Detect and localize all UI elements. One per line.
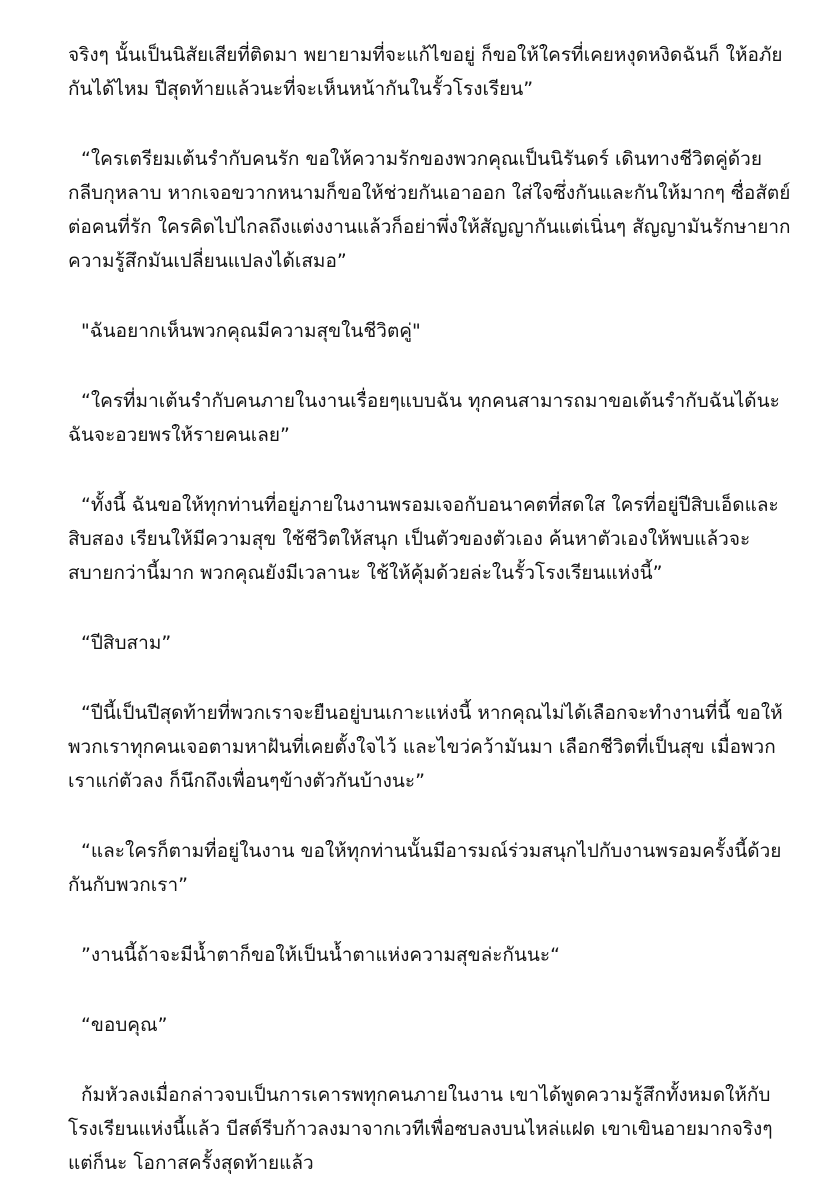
paragraph-3: "ฉันอยากเห็นพวกคุณมีความสุขในชีวิตคู่" — [81, 320, 421, 342]
paragraph-5: “ทั้งนี้ ฉันขอให้ทุกท่านที่อยู่ภายในงานพรอมเจอกับอนาคตที่สดใส ใครที่อยู่ปีสิบเอ็ดและสิบสอง เรียนให้มีความสุข ใช้ชีวิตให้สนุก เป็นตัวของตัวเอง ค้นหาตัวเองให้พบแล้วจะสบายกว่านี้มาก พวกคุณยังมีเวลานะ ใช้ให้คุ้มด้วยล่ะในรั้วโรงเรียนแห่งนี้” — [68, 494, 779, 584]
paragraph-2: “ใครเตรียมเต้นรำกับคนรัก ขอให้ความรักของพวกคุณเป็นนิรันดร์ เดินทางชีวิตคู่ด้วยกลีบกุหลาบ หากเจอขวากหนามก็ขอให้ช่วยกันเอาออก ใส่ใจซึ่งกันและกันให้มากๆ ซื่อสัตย์ต่อคนที่รัก ใครคิดไปไกลถึงแต่งงานแล้วก็อย่าพึ่งให้สัญญากันแต่เนิ่นๆ สัญญามันรักษายาก ความรู้สึกมันเปลี่ยนแปลงได้เสมอ” — [68, 148, 791, 272]
paragraph-11: ก้มหัวลงเมื่อกล่าวจบเป็นการเคารพทุกคนภายในงาน เขาได้พูดความรู้สึกทั้งหมดให้กับโรงเรียนแห่งนี้แล้ว บีสต์รีบก้าวลงมาจากเวทีเพื่อซบลงบนไหล่แฝด เขาเขินอายมากจริงๆ แต่ก็นะ โอกาสครั้งสุดท้ายแล้ว — [68, 1084, 773, 1174]
paragraph-4: “ใครที่มาเต้นรำกับคนภายในงานเรื่อยๆแบบฉัน ทุกคนสามารถมาขอเต้นรำกับฉันได้นะ ฉันจะอวยพรให้รายคนเลย” — [68, 390, 780, 446]
paragraph-9: ”งานนี้ถ้าจะมีน้ำตาก็ขอให้เป็นน้ำตาแห่งความสุขล่ะกันนะ“ — [81, 944, 560, 966]
paragraph-6: “ปีสิบสาม” — [81, 632, 172, 654]
paragraph-7: “ปีนี้เป็นปีสุดท้ายที่พวกเราจะยืนอยู่บนเกาะแห่งนี้ หากคุณไม่ได้เลือกจะทำงานที่นี้ ขอให้พวกเราทุกคนเจอตามหาฝันที่เคยตั้งใจไว้ และไขว่คว้ามันมา เลือกชีวิตที่เป็นสุข เมื่อพวกเราแก่ตัวลง ก็นึกถึงเพื่อนๆข้างตัวกันบ้างนะ” — [68, 702, 783, 792]
paragraph-10: “ขอบคุณ” — [81, 1014, 168, 1036]
paragraph-8: “และใครก็ตามที่อยู่ในงาน ขอให้ทุกท่านนั้นมีอารมณ์ร่วมสนุกไปกับงานพรอมครั้งนี้ด้วยกันกับพวกเรา” — [68, 840, 782, 896]
paragraph-1: จริงๆ นั้นเป็นนิสัยเสียที่ติดมา พยายามที่จะแก้ไขอยู่ ก็ขอให้ใครที่เคยหงุดหงิดฉันก็ ให้อภัยกันได้ไหม ปีสุดท้ายแล้วนะที่จะเห็นหน้ากันในรั้วโรงเรียน” — [68, 44, 783, 100]
